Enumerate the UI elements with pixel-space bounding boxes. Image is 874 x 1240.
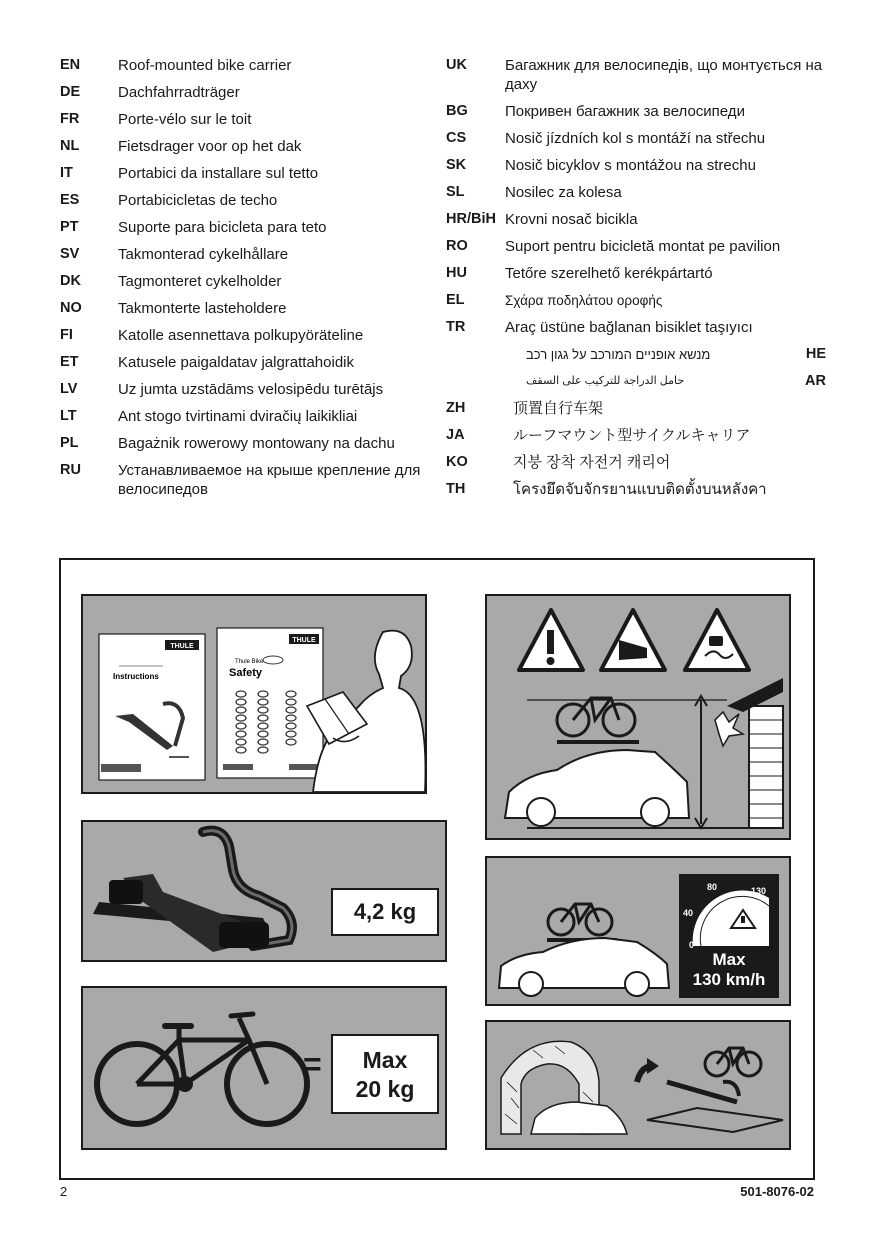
max-load-value: 20 kg <box>355 1076 415 1102</box>
language-text: Katolle asennettava polkupyöräteline <box>118 327 364 344</box>
crosswind-sign-icon <box>601 610 665 670</box>
language-row-ja <box>446 426 826 445</box>
max-load-badge <box>331 1034 439 1114</box>
language-code: SK <box>446 157 467 173</box>
language-code: ZH <box>446 400 466 416</box>
language-text: Багажник для велосипедів, що монтується на даху <box>505 57 823 93</box>
language-row-it <box>60 164 430 183</box>
language-code: AR <box>805 373 826 389</box>
height-arrow-icon <box>695 696 707 828</box>
language-text: โครงยึดจับจักรยานแบบติดตั้งบนหลังคา <box>513 481 767 498</box>
language-row-bg <box>446 102 826 121</box>
language-text: מנשא אופניים המורכב על גגון רכב <box>526 347 711 362</box>
language-text: Katusele paigaldatav jalgrattahoidik <box>118 354 354 371</box>
language-code: IT <box>60 165 73 181</box>
language-text: Ant stogo tvirtinami dviračių laikikliai <box>118 408 358 425</box>
language-text: Nosič bicyklov s montážou na strechu <box>505 157 756 174</box>
language-text: Bagażnik rowerowy montowany na dachu <box>118 435 395 452</box>
language-text: Tagmonteret cykelholder <box>118 273 282 290</box>
language-row-el <box>446 291 826 310</box>
language-code: BG <box>446 103 468 119</box>
language-row-pl <box>60 434 430 453</box>
language-code: HR/BiH <box>446 211 496 227</box>
language-code: HE <box>805 346 826 362</box>
bike-max-load-panel <box>81 986 447 1150</box>
language-code: KO <box>446 454 468 470</box>
language-list-right <box>446 56 826 507</box>
language-row-ko <box>446 453 826 472</box>
speed-tick-130: 130 <box>751 886 767 896</box>
language-text: 顶置自行车架 <box>513 400 604 417</box>
illustration-frame <box>59 558 815 1180</box>
document-number: 501-8076-02 <box>740 1184 814 1199</box>
language-code: FI <box>60 327 73 343</box>
bike-carrier-icon <box>667 1082 737 1102</box>
language-text: Takmonterad cykelhållare <box>118 246 289 263</box>
language-code: FR <box>60 111 80 127</box>
language-code: HU <box>446 265 467 281</box>
language-code: DE <box>60 84 81 100</box>
language-row-th <box>446 480 826 499</box>
language-text: Araç üstüne bağlanan bisiklet taşıyıcı <box>505 319 753 336</box>
language-text: حامل الدراجة للتركيب على السقف <box>526 375 685 387</box>
car-wash-panel <box>485 1020 791 1150</box>
language-code: LV <box>60 381 78 397</box>
language-row-en <box>60 56 430 75</box>
language-text: Portabici da installare sul tetto <box>118 165 319 182</box>
language-code: EL <box>446 292 465 308</box>
read-manual-illustration <box>83 596 425 792</box>
language-code: NL <box>60 138 80 154</box>
instructions-title: Instructions <box>113 672 159 681</box>
max-speed-label <box>679 950 779 990</box>
max-speed-title: Max <box>712 950 746 969</box>
language-row-uk <box>446 56 826 94</box>
language-row-lv <box>60 380 430 399</box>
brick-wall-icon <box>749 706 783 828</box>
roof-bars-icon <box>647 1108 783 1132</box>
language-code: TR <box>446 319 466 335</box>
language-row-sv <box>60 245 430 264</box>
brand-logo-text: THULE <box>170 643 194 650</box>
language-code: SV <box>60 246 80 262</box>
max-speed-value: 130 km/h <box>692 970 766 989</box>
language-row-fr <box>60 110 430 129</box>
language-code: RU <box>60 462 81 478</box>
language-code: PL <box>60 435 79 451</box>
language-row-lt <box>60 407 430 426</box>
language-row-ar <box>446 372 826 391</box>
language-row-no <box>60 299 430 318</box>
language-row-zh <box>446 399 826 418</box>
collision-icon <box>715 712 743 746</box>
language-text: ルーフマウント型サイクルキャリア <box>513 427 751 444</box>
language-row-cs <box>446 129 826 148</box>
language-row-sl <box>446 183 826 202</box>
language-row-ru <box>60 461 430 499</box>
language-text: Krovni nosač bicikla <box>505 211 638 228</box>
language-code: NO <box>60 300 82 316</box>
safety-booklet <box>217 628 323 778</box>
language-row-nl <box>60 137 430 156</box>
language-code: UK <box>446 57 467 73</box>
language-row-tr <box>446 318 826 337</box>
carrier-weight-panel <box>81 820 447 962</box>
language-code: JA <box>446 427 465 443</box>
language-row-hu <box>446 264 826 283</box>
language-code: TH <box>446 481 466 497</box>
language-text: Roof-mounted bike carrier <box>118 57 292 74</box>
language-code: CS <box>446 130 467 146</box>
language-row-fi <box>60 326 430 345</box>
language-code: EN <box>60 57 81 73</box>
language-row-es <box>60 191 430 210</box>
speed-tick-zero: 0 <box>689 940 695 950</box>
bicycle-icon <box>717 1048 749 1064</box>
language-text: Fietsdrager voor op het dak <box>118 138 302 155</box>
language-code: LT <box>60 408 77 424</box>
language-text: 지붕 장착 자전거 캐리어 <box>513 454 671 471</box>
equals-sign: = <box>303 1046 322 1082</box>
language-row-ro <box>446 237 826 256</box>
language-text: Portabicicletas de techo <box>118 192 278 209</box>
language-text: Покривен багажник за велосипеди <box>505 103 745 120</box>
language-text: Nosilec za kolesa <box>505 184 622 201</box>
speed-limit-panel <box>485 856 791 1006</box>
max-load-label: Max <box>362 1047 408 1073</box>
language-text: Takmonterte lasteholdere <box>118 300 287 317</box>
carrier-weight-value: 4,2 kg <box>353 899 417 924</box>
language-text: Nosič jízdních kol s montáží na střechu <box>505 130 766 147</box>
language-code: SL <box>446 184 465 200</box>
car-wash-illustration <box>487 1022 789 1148</box>
language-list-left <box>60 56 430 507</box>
language-code: DK <box>60 273 81 289</box>
speed-tick-80: 80 <box>707 882 718 892</box>
height-warning-panel <box>485 594 791 840</box>
instructions-booklet <box>99 634 205 780</box>
language-row-he <box>446 345 826 364</box>
language-text: Suporte para bicicleta para teto <box>118 219 327 236</box>
language-row-hr <box>446 210 826 229</box>
height-warning-illustration <box>487 596 789 838</box>
language-text: Porte-vélo sur le toit <box>118 111 252 128</box>
carrier-weight-badge <box>331 888 439 936</box>
language-text: Σχάρα ποδηλάτου οροφής <box>505 293 663 308</box>
language-code: RO <box>446 238 468 254</box>
page-number: 2 <box>60 1184 68 1199</box>
thule-bike-label: Thule Bike <box>235 659 264 665</box>
read-manual-panel <box>81 594 427 794</box>
language-row-sk <box>446 156 826 175</box>
language-code: ET <box>60 354 79 370</box>
language-code: ES <box>60 192 80 208</box>
language-text: Uz jumta uzstādāms velosipēdu turētājs <box>118 381 384 398</box>
speed-tick-40: 40 <box>683 908 694 918</box>
safety-brand-text: THULE <box>292 637 316 644</box>
language-text: Dachfahrradträger <box>118 84 240 101</box>
car-icon <box>531 1102 627 1134</box>
language-text: Tetőre szerelhető kerékpártartó <box>505 265 713 282</box>
language-text: Устанавливаемое на крыше крепление для велосипедов <box>118 462 421 498</box>
language-row-et <box>60 353 430 372</box>
language-row-dk <box>60 272 430 291</box>
safety-title: Safety <box>229 667 263 679</box>
language-row-de <box>60 83 430 102</box>
language-code: PT <box>60 219 79 235</box>
language-row-pt <box>60 218 430 237</box>
language-text: Suport pentru bicicletă montat pe pavilion <box>505 238 781 255</box>
